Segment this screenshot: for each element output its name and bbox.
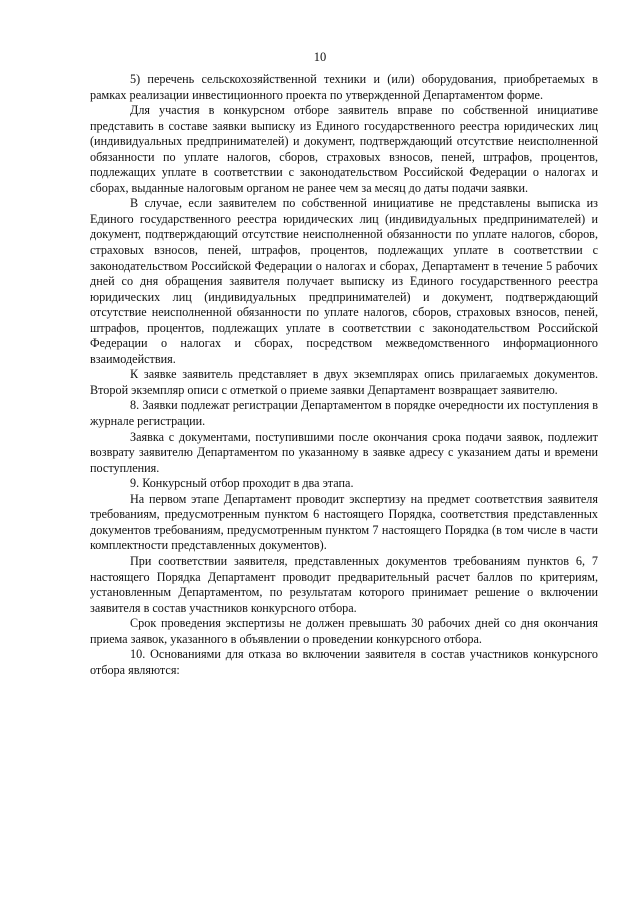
- paragraph-section-10: 10. Основаниями для отказа во включении заявителя в состав участников конкурсного отбора являются:: [90, 647, 598, 677]
- paragraph-inventory: К заявке заявитель представляет в двух экземплярах опись прилагаемых документов. Второй экземпляр описи с отметкой о приеме заявки Департамент возвращает заявителю.: [90, 367, 598, 397]
- paragraph-item-5: 5) перечень сельскохозяйственной техники и (или) оборудования, приобретаемых в рамках реализации инвестиционного проекта по утвержденной Департаментом форме.: [90, 72, 598, 102]
- page-number: 10: [313, 50, 327, 64]
- paragraph-examination-term: Срок проведения экспертизы не должен превышать 30 рабочих дней со дня окончания приема заявок, указанного в объявлении о проведении конкурсного отбора.: [90, 616, 598, 646]
- paragraph-late-applications: Заявка с документами, поступившими после окончания срока подачи заявок, подлежит возврату заявителю Департаментом по указанному в заявке адресу с указанием даты и времени поступления.: [90, 429, 598, 475]
- paragraph-section-8: 8. Заявки подлежат регистрации Департаментом в порядке очередности их поступления в журнале регистрации.: [90, 398, 598, 429]
- paragraph-first-stage: На первом этапе Департамент проводит экспертизу на предмет соответствия заявителя требованиям, предусмотренным пунктом 6 настоящего Порядка, соответствия представленных документов требованиям, предусмотренным пунктом 7 настоящего Порядка (в том числе в части комплектности представленных документов).: [90, 491, 598, 553]
- paragraph-preliminary-scoring: При соответствии заявителя, представленных документов требованиям пунктов 6, 7 настоящего Порядка Департамент проводит предварительный расчет баллов по критериям, установленным Департаментом, по результатам которого принимает решение о включении заявителя в состав участников конкурсного отбора.: [90, 553, 598, 615]
- paragraph-section-9: 9. Конкурсный отбор проходит в два этапа.: [130, 476, 354, 491]
- document-body: [90, 72, 598, 678]
- paragraph-interagency-request: В случае, если заявителем по собственной инициативе не представлены выписка из Единого государственного реестра юридических лиц (индивидуальных предпринимателей) и документ, подтверждающий отсутствие неисполненной обязанности по уплате налогов, сборов, страховых взносов, пеней, штрафов, процентов, подлежащих уплате в соответствии с законодательством Российской Федерации о налогах и сборах, Департамент в течение 5 рабочих дней со дня обращения заявителя получает выписку из Единого государственного реестра юридических лиц (индивидуальных предпринимателей) и документ, подтверждающий отсутствие неисполненной обязанности по уплате налогов, сборов, страховых взносов, пеней, штрафов, процентов, подлежащих уплате в соответствии с законодательством Российской Федерации о налогах и сборах, посредством межведомственного информационного взаимодействия.: [90, 196, 598, 366]
- paragraph-optional-documents: Для участия в конкурсном отборе заявитель вправе по собственной инициативе представить в составе заявки выписку из Единого государственного реестра юридических лиц (индивидуальных предпринимателей) и документ, подтверждающий отсутствие неисполненной обязанности по уплате налогов, сборов, страховых взносов, пеней, штрафов, процентов, подлежащих уплате в соответствии с законодательством Российской Федерации о налогах и сборах, выданные налоговым органом не ранее чем за месяц до даты подачи заявки.: [90, 103, 598, 195]
